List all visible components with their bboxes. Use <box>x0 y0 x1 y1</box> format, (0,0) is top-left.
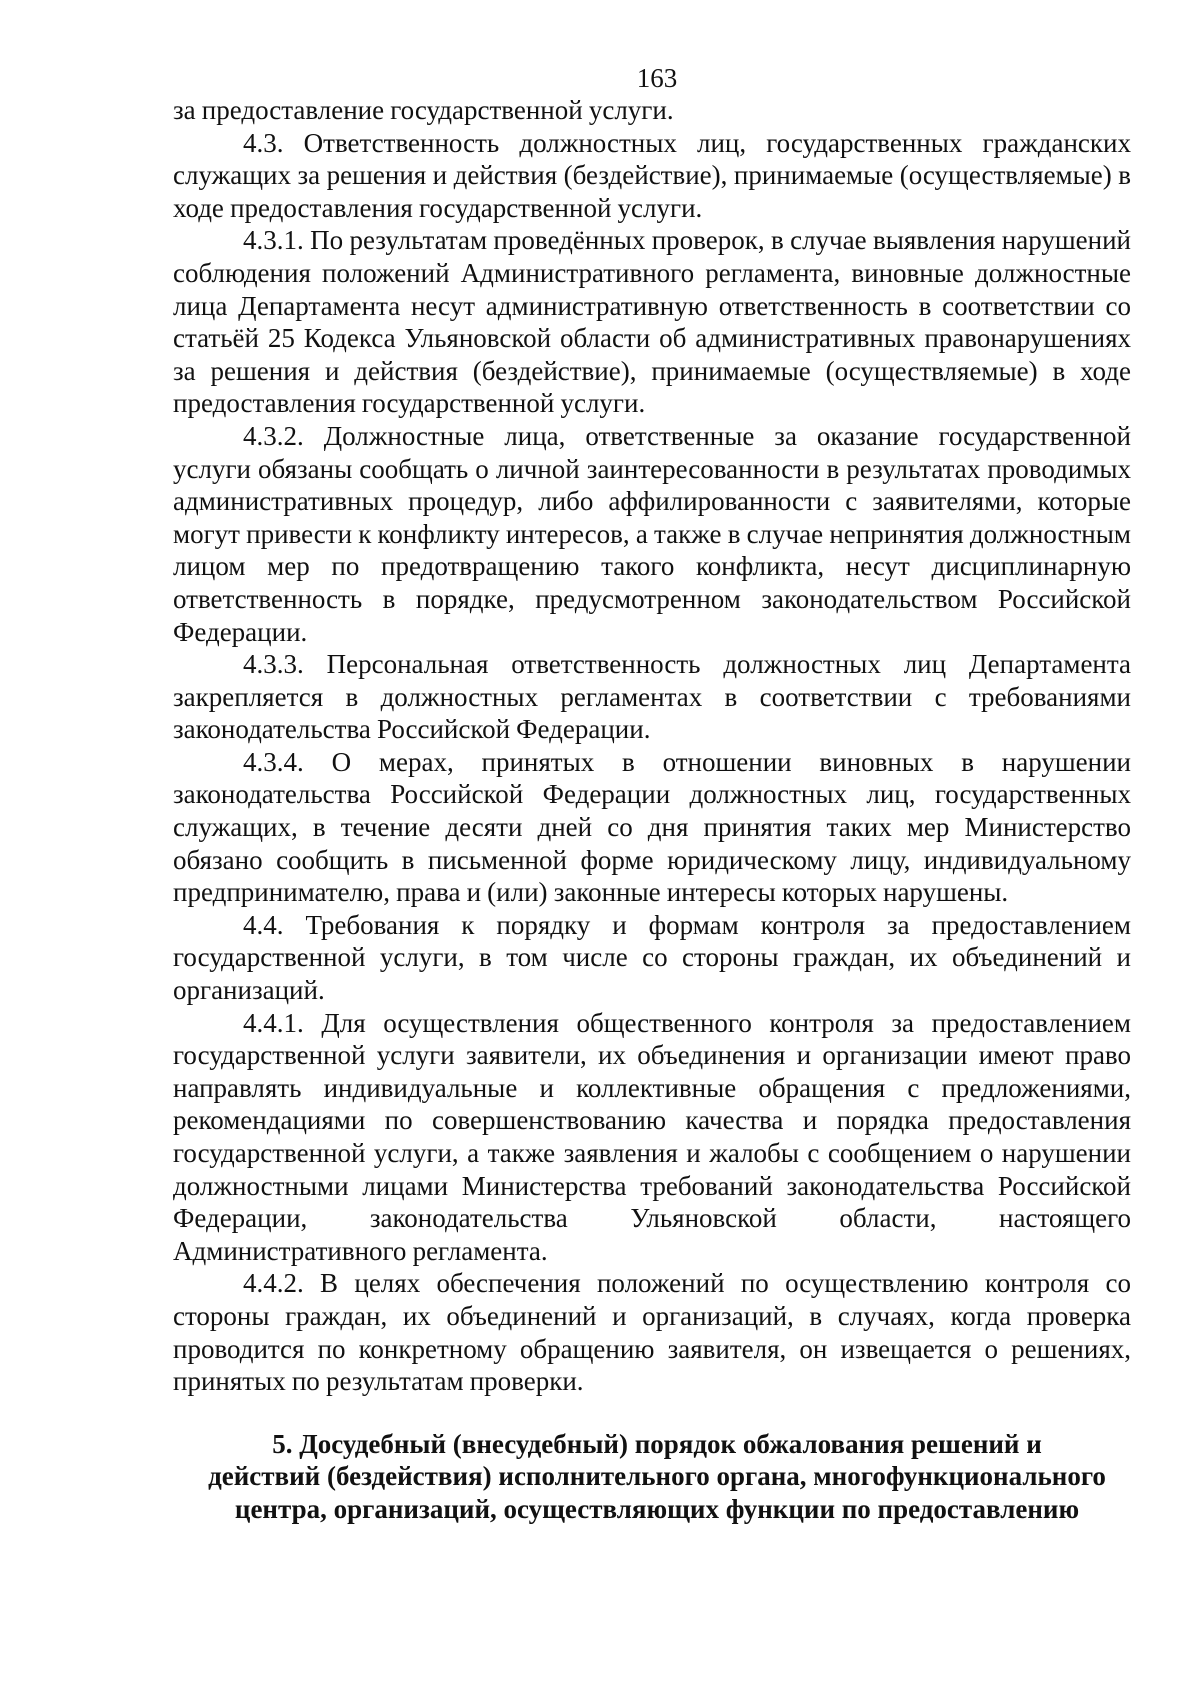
document-body <box>173 94 1131 1398</box>
paragraph-4-3-2: 4.3.2. Должностные лица, ответственные за оказание государственной услуги обязаны сообщать о личной заинтересованности в результатах проводимых административных процедур, либо аффилированности с заявителями, которые могут привести к конфликту интересов, а также в случае непринятия должностным лицом мер по предотвращению такого конфликта, несут дисциплинарную ответственность в порядке, предусмотренном законодательством Российской Федерации. <box>173 420 1131 647</box>
section-heading-line: центра, организаций, осуществляющих функции по предоставлению <box>234 1493 1080 1524</box>
section-heading-line: действий (бездействия) исполнительного органа, многофункционального <box>208 1461 1106 1492</box>
paragraph-4-4: 4.4. Требования к порядку и формам контроля за предоставлением государственной услуги, в том числе со стороны граждан, их объединений и организаций. <box>173 909 1131 1006</box>
paragraph-4-3-4: 4.3.4. О мерах, принятых в отношении виновных в нарушении законодательства Российской Федерации должностных лиц, государственных служащих, в течение десяти дней со дня принятия таких мер Министерство обязано сообщить в письменной форме юридическому лицу, индивидуальному предпринимателю, права и (или) законные интересы которых нарушены. <box>173 746 1131 908</box>
paragraph-4-3-1: 4.3.1. По результатам проведённых проверок, в случае выявления нарушений соблюдения положений Административного регламента, виновные должностные лица Департамента несут административную ответственность в соответствии со статьёй 25 Кодекса Ульяновской области об административных правонарушениях за решения и действия (бездействие), принимаемые (осуществляемые) в ходе предоставления государственной услуги. <box>173 225 1131 419</box>
section-heading-line: 5. Досудебный (внесудебный) порядок обжалования решений и <box>272 1428 1042 1459</box>
paragraph-4-4-2: 4.4.2. В целях обеспечения положений по осуществлению контроля со стороны граждан, их объединений и организаций, в случаях, когда проверка проводится по конкретному обращению заявителя, он извещается о решениях, принятых по результатам проверки. <box>173 1268 1131 1397</box>
paragraph-continuation: за предоставление государственной услуги. <box>173 95 674 125</box>
page-number: 163 <box>636 63 678 93</box>
paragraph-4-3: 4.3. Ответственность должностных лиц, государственных гражданских служащих за решения и действия (бездействие), принимаемые (осуществляемые) в ходе предоставления государственной услуги. <box>173 127 1131 223</box>
paragraph-4-4-1: 4.4.1. Для осуществления общественного контроля за предоставлением государственной услуги заявители, их объединения и организации имеют право направлять индивидуальные и коллективные обращения с предложениями, рекомендациями по совершенствованию качества и порядка предоставления государственной услуги, а также заявления и жалобы с сообщением о нарушении должностными лицами Министерства требований законодательства Российской Федерации, законодательства Ульяновской области, настоящего Административного регламента. <box>173 1007 1131 1266</box>
section-5-heading <box>173 1428 1131 1526</box>
paragraph-4-3-3: 4.3.3. Персональная ответственность должностных лиц Департамента закрепляется в должностных регламентах в соответствии с требованиями законодательства Российской Федерации. <box>173 649 1131 745</box>
